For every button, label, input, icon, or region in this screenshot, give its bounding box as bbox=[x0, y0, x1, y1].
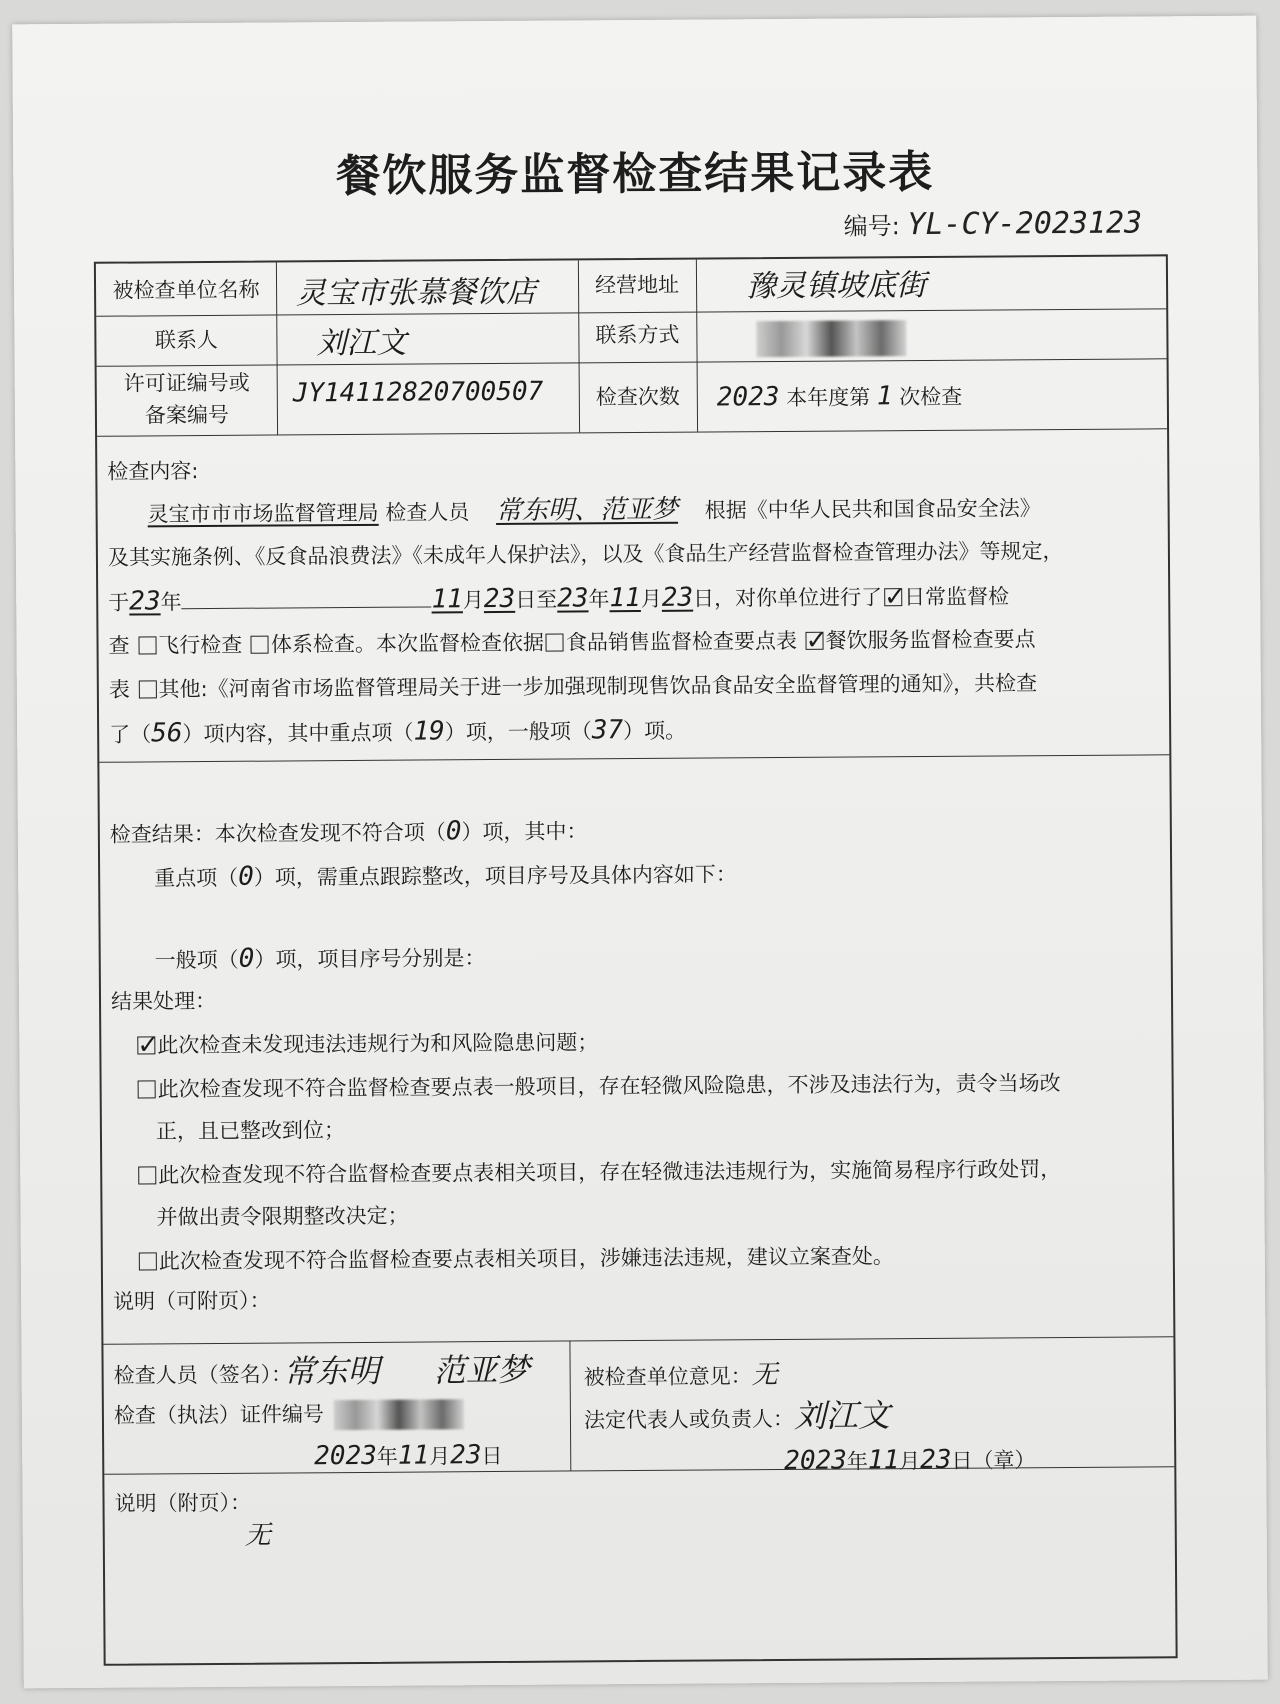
left-date: 2023年11月23日 bbox=[314, 1440, 503, 1472]
inspector-signature-1: 常东明 bbox=[283, 1351, 380, 1391]
cert-number-redacted bbox=[334, 1399, 464, 1430]
content-line-5: 表 其他:《河南省市场监督管理局关于进一步加强现制现售饮品食品安全监督管理的通知》，共检查 bbox=[108, 671, 1038, 702]
serial-label: 编号: bbox=[843, 212, 900, 241]
catering-check-box[interactable] bbox=[806, 632, 824, 650]
document-sheet bbox=[12, 16, 1268, 1689]
result-opt-2b: 正，且已整改到位； bbox=[155, 1118, 346, 1144]
cert-label: 检查（执法）证件编号 bbox=[113, 1402, 325, 1428]
phone-value-redacted bbox=[756, 320, 906, 357]
count-line: 2023 本年度第 1 次检查 bbox=[716, 381, 963, 413]
result-note: 说明（可附页）： bbox=[113, 1288, 271, 1314]
inspection-form bbox=[94, 254, 1178, 1665]
opinion-value: 无 bbox=[751, 1360, 778, 1391]
sales-check-box[interactable] bbox=[546, 634, 564, 652]
result-opt-2-box[interactable] bbox=[138, 1080, 156, 1098]
result-opt-1-box[interactable] bbox=[137, 1036, 155, 1054]
address-label: 经营地址 bbox=[594, 272, 680, 298]
opinion-label: 被检查单位意见：无 bbox=[583, 1360, 778, 1391]
content-heading: 检查内容: bbox=[107, 459, 199, 484]
contact-value: 刘江文 bbox=[316, 325, 407, 362]
content-line-3: 于23年 11月23日至23年11月23日，对你单位进行了✓ 日常监督检 bbox=[108, 573, 1009, 624]
result-key-line: 重点项（0）项，需重点跟踪整改，项目序号及具体内容如下： bbox=[154, 861, 737, 892]
unit-name-label: 被检查单位名称 bbox=[112, 277, 260, 303]
system-check-box[interactable] bbox=[251, 636, 269, 654]
unit-name-value: 灵宝市张慕餐饮店 bbox=[295, 274, 537, 312]
other-check-box[interactable] bbox=[138, 680, 156, 698]
count-label: 检查次数 bbox=[595, 384, 680, 410]
inspector-sign-label: 检查人员（签名）： bbox=[113, 1362, 293, 1388]
license-label: 许可证编号或 备案编号 bbox=[123, 370, 250, 428]
content-line-6: 了（56）项内容，其中重点项（19）项，一般项（37）项。 bbox=[109, 715, 687, 749]
content-line-4: 查 飞行检查 体系检查。本次监督检查依据 食品销售监督检查要点表 ✓ 餐饮服务监督检查要点 bbox=[108, 617, 1035, 667]
result-opt-1: ✓此次检查未发现违法违规行为和风险隐患问题； bbox=[135, 1020, 598, 1067]
document-title: 餐饮服务监督检查结果记录表 bbox=[336, 146, 935, 203]
footer-note-value: 无 bbox=[244, 1520, 271, 1551]
result-handling: 结果处理： bbox=[110, 988, 217, 1014]
daily-check-box[interactable] bbox=[884, 588, 902, 606]
right-date: 2023年11月23日（章） bbox=[784, 1444, 1036, 1477]
result-opt-3-box[interactable] bbox=[138, 1166, 156, 1184]
footer-note: 说明（附页）： bbox=[114, 1490, 252, 1516]
representative-signature: 刘江文 bbox=[793, 1396, 891, 1435]
address-value: 豫灵镇坡底街 bbox=[745, 267, 927, 305]
result-opt-2: 此次检查发现不符合监督检查要点表一般项目，存在轻微风险隐患，不涉及违法行为，责令当场改 bbox=[135, 1061, 1060, 1111]
content-line-2: 及其实施条例、《反食品浪费法》《未成年人保护法》，以及《食品生产经营监督检查管理办法》等规定， bbox=[107, 539, 1064, 570]
serial-value: YL-CY-2023123 bbox=[907, 205, 1143, 243]
result-opt-4-box[interactable] bbox=[139, 1252, 157, 1270]
inspector-signature-2: 范亚梦 bbox=[433, 1350, 530, 1390]
serial-number bbox=[843, 204, 1142, 242]
license-value: JY14112820700507 bbox=[292, 376, 544, 409]
representative-label: 法定代表人或负责人： bbox=[583, 1406, 795, 1433]
phone-label: 联系方式 bbox=[595, 322, 680, 348]
result-general-line: 一般项（0）项，项目序号分别是： bbox=[154, 943, 486, 974]
result-opt-4: 此次检查发现不符合监督检查要点表相关项目，涉嫌违法违规，建议立案查处。 bbox=[137, 1234, 894, 1283]
contact-label: 联系人 bbox=[154, 327, 218, 353]
result-opt-3b: 并做出责令限期整改决定； bbox=[156, 1203, 409, 1230]
flight-check-box[interactable] bbox=[138, 636, 156, 654]
result-opt-3: 此次检查发现不符合监督检查要点表相关项目，存在轻微违法违规行为，实施简易程序行政处罚， bbox=[136, 1147, 1061, 1197]
result-line-1: 检查结果：本次检查发现不符合项（0）项，其中： bbox=[109, 816, 588, 847]
content-line-1: 灵宝市市市场监督管理局 检查人员 常东明、范亚梦 根据《中华人民共和国食品安全法》 bbox=[147, 494, 1041, 527]
